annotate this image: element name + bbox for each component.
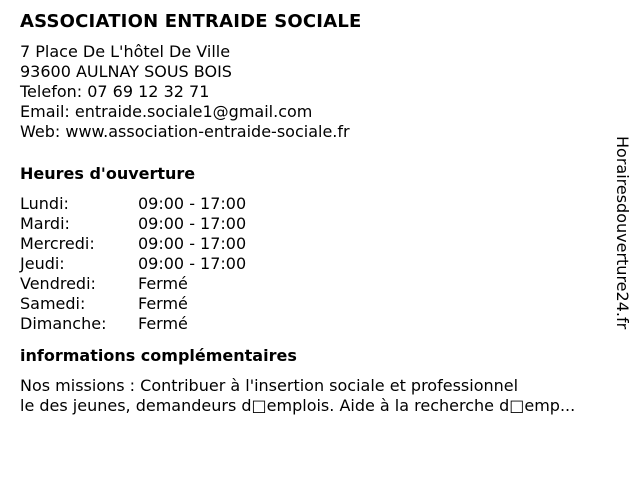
email-address: Email: entraide.sociale1@gmail.com	[20, 102, 313, 121]
hours-row-wednesday	[20, 234, 620, 254]
phone-number: Telefon: 07 69 12 32 71	[20, 82, 210, 101]
time-range: Fermé	[138, 274, 188, 293]
watermark-site-name: Horairesdouverture24.fr	[613, 136, 632, 330]
day-label: Vendredi:	[20, 274, 96, 293]
day-label: Dimanche:	[20, 314, 107, 333]
opening-hours-table	[20, 194, 620, 334]
day-label: Lundi:	[20, 194, 69, 213]
listing-card	[20, 10, 620, 416]
hours-row-thursday	[20, 254, 620, 274]
hours-row-sunday	[20, 314, 620, 334]
day-label: Jeudi:	[20, 254, 65, 273]
hours-row-friday	[20, 274, 620, 294]
day-label: Mercredi:	[20, 234, 95, 253]
day-label: Samedi:	[20, 294, 86, 313]
additional-info-heading: informations complémentaires	[20, 346, 297, 365]
address-block	[20, 42, 620, 142]
info-line-1: Nos missions : Contribuer à l'insertion sociale et professionnel	[20, 376, 519, 395]
time-range: 09:00 - 17:00	[138, 254, 247, 273]
time-range: Fermé	[138, 294, 188, 313]
hours-row-tuesday	[20, 214, 620, 234]
hours-row-monday	[20, 194, 620, 214]
time-range: 09:00 - 17:00	[138, 214, 247, 233]
hours-row-saturday	[20, 294, 620, 314]
additional-info-text	[20, 376, 620, 416]
day-label: Mardi:	[20, 214, 70, 233]
info-line-2: le des jeunes, demandeurs d□emplois. Aide à la recherche d□emp...	[20, 396, 576, 415]
time-range: 09:00 - 17:00	[138, 234, 247, 253]
opening-hours-heading: Heures d'ouverture	[20, 164, 196, 183]
city-address: 93600 AULNAY SOUS BOIS	[20, 62, 232, 81]
website-url: Web: www.association-entraide-sociale.fr	[20, 122, 350, 141]
time-range: 09:00 - 17:00	[138, 194, 247, 213]
street-address: 7 Place De L'hôtel De Ville	[20, 42, 231, 61]
time-range: Fermé	[138, 314, 188, 333]
page-title: ASSOCIATION ENTRAIDE SOCIALE	[20, 11, 362, 32]
